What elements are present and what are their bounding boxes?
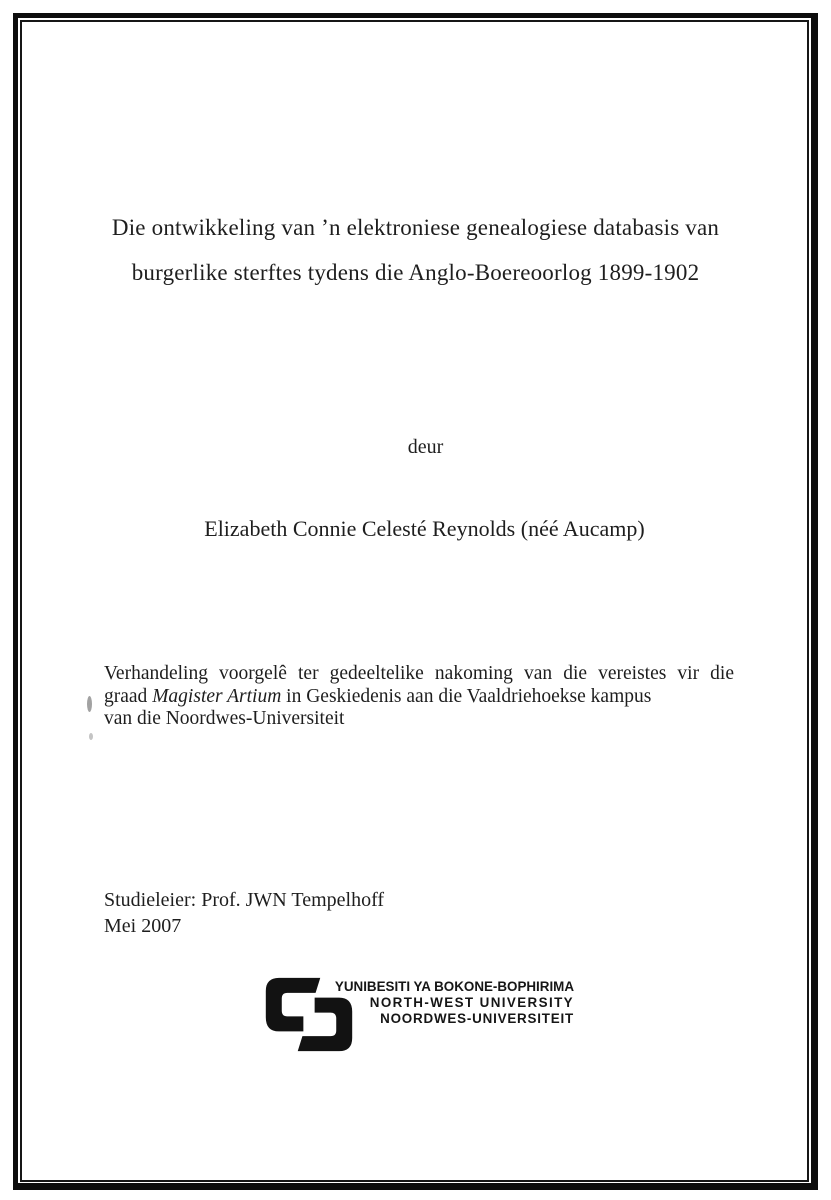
author-name: Elizabeth Connie Celesté Reynolds (néé Aucamp) [204, 516, 645, 541]
thesis-title [40, 205, 791, 295]
logo-name-afrikaans: NOORDWES-UNIVERSITEIT [380, 1010, 574, 1026]
supervisor-line: Studieleier: Prof. JWN Tempelhoff [104, 889, 385, 911]
degree-statement-line3: van die Noordwes-Universiteit [104, 708, 345, 729]
university-logo [257, 976, 587, 1056]
logo-name-english: NORTH-WEST UNIVERSITY [369, 994, 574, 1010]
scan-artifact [87, 696, 92, 712]
university-logo-text [318, 979, 574, 1027]
thesis-title-line1: Die ontwikkeling van ’n elektroniese genealogiese databasis van [111, 215, 720, 240]
degree-statement-line2 [104, 686, 734, 709]
thesis-title-line2: burgerlike sterftes tydens die Anglo-Boereoorlog 1899-1902 [131, 260, 700, 285]
logo-name-setswana: YUNIBESITI YA BOKONE-BOPHIRIMA [334, 979, 574, 994]
degree-name-italic: Magister Artium [152, 685, 282, 707]
degree-statement-line2-pre: graad [104, 685, 153, 707]
supervisor-block [104, 887, 384, 939]
degree-statement-line1: Verhandeling voorgelê ter gedeeltelike nakoming van die vereistes vir die [104, 663, 734, 684]
byline-deur: deur [407, 436, 444, 458]
date-line: Mei 2007 [104, 915, 182, 937]
scan-artifact [89, 733, 93, 740]
degree-statement [104, 663, 734, 731]
degree-statement-line2-post: in Geskiedenis aan die Vaaldriehoekse kampus [281, 685, 652, 707]
